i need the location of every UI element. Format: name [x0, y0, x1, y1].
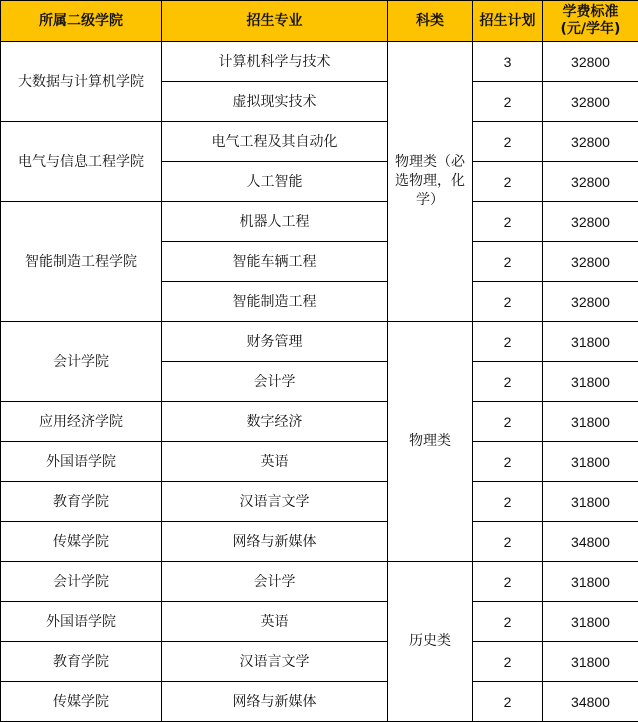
table-row [1, 522, 638, 562]
plan-cell: 2 [473, 482, 543, 522]
plan-cell: 2 [473, 162, 543, 202]
table-row [1, 322, 638, 362]
plan-cell: 2 [473, 442, 543, 482]
college-cell: 教育学院 [1, 482, 162, 522]
college-cell: 教育学院 [1, 642, 162, 682]
fee-cell: 31800 [543, 602, 638, 642]
plan-cell: 3 [473, 42, 543, 82]
plan-cell: 2 [473, 562, 543, 602]
fee-cell: 32800 [543, 282, 638, 322]
fee-cell: 34800 [543, 682, 638, 722]
table-row [1, 482, 638, 522]
plan-cell: 2 [473, 642, 543, 682]
college-cell: 传媒学院 [1, 682, 162, 722]
fee-cell: 31800 [543, 642, 638, 682]
major-cell: 会计学 [162, 562, 388, 602]
table-row [1, 442, 638, 482]
plan-cell: 2 [473, 522, 543, 562]
major-cell: 网络与新媒体 [162, 682, 388, 722]
college-cell: 大数据与计算机学院 [1, 42, 162, 122]
plan-cell: 2 [473, 362, 543, 402]
header-college: 所属二级学院 [1, 1, 162, 42]
fee-cell: 31800 [543, 482, 638, 522]
college-cell: 传媒学院 [1, 522, 162, 562]
table-row [1, 602, 638, 642]
fee-cell: 32800 [543, 82, 638, 122]
header-fee [543, 1, 638, 42]
table-row [1, 202, 638, 242]
major-cell: 网络与新媒体 [162, 522, 388, 562]
table-row [1, 642, 638, 682]
table-row [1, 122, 638, 162]
fee-cell: 32800 [543, 42, 638, 82]
major-cell: 汉语言文学 [162, 482, 388, 522]
header-subject: 科类 [388, 1, 473, 42]
fee-cell: 34800 [543, 522, 638, 562]
major-cell: 计算机科学与技术 [162, 42, 388, 82]
plan-cell: 2 [473, 402, 543, 442]
table-row [1, 42, 638, 82]
fee-cell: 31800 [543, 562, 638, 602]
plan-cell: 2 [473, 682, 543, 722]
plan-cell: 2 [473, 282, 543, 322]
college-cell: 电气与信息工程学院 [1, 122, 162, 202]
major-cell: 汉语言文学 [162, 642, 388, 682]
plan-cell: 2 [473, 202, 543, 242]
major-cell: 人工智能 [162, 162, 388, 202]
plan-cell: 2 [473, 122, 543, 162]
subject-cell: 物理类 [388, 322, 473, 562]
table-row [1, 402, 638, 442]
header-row [1, 1, 638, 42]
college-cell: 外国语学院 [1, 442, 162, 482]
college-cell: 会计学院 [1, 322, 162, 402]
table-row [1, 562, 638, 602]
major-cell: 英语 [162, 602, 388, 642]
major-cell: 虚拟现实技术 [162, 82, 388, 122]
fee-cell: 31800 [543, 402, 638, 442]
major-cell: 电气工程及其自动化 [162, 122, 388, 162]
college-cell: 会计学院 [1, 562, 162, 602]
major-cell: 智能制造工程 [162, 282, 388, 322]
college-cell: 外国语学院 [1, 602, 162, 642]
major-cell: 英语 [162, 442, 388, 482]
fee-cell: 32800 [543, 162, 638, 202]
major-cell: 会计学 [162, 362, 388, 402]
fee-cell: 31800 [543, 362, 638, 402]
plan-cell: 2 [473, 602, 543, 642]
table-body [1, 42, 638, 722]
table-header [1, 1, 638, 42]
plan-cell: 2 [473, 322, 543, 362]
header-major: 招生专业 [162, 1, 388, 42]
subject-cell: 历史类 [388, 562, 473, 722]
header-plan: 招生计划 [473, 1, 543, 42]
plan-cell: 2 [473, 82, 543, 122]
major-cell: 智能车辆工程 [162, 242, 388, 282]
college-cell: 智能制造工程学院 [1, 202, 162, 322]
major-cell: 财务管理 [162, 322, 388, 362]
table-row [1, 682, 638, 722]
plan-cell: 2 [473, 242, 543, 282]
fee-cell: 32800 [543, 202, 638, 242]
fee-cell: 32800 [543, 122, 638, 162]
fee-cell: 32800 [543, 242, 638, 282]
fee-cell: 31800 [543, 322, 638, 362]
fee-cell: 31800 [543, 442, 638, 482]
major-cell: 机器人工程 [162, 202, 388, 242]
college-cell: 应用经济学院 [1, 402, 162, 442]
major-cell: 数字经济 [162, 402, 388, 442]
header-fee-line2: (元/学年) [561, 21, 621, 37]
header-fee-line1: 学费标准 [563, 4, 619, 20]
subject-cell: 物理类（必选物理，化学） [388, 42, 473, 322]
